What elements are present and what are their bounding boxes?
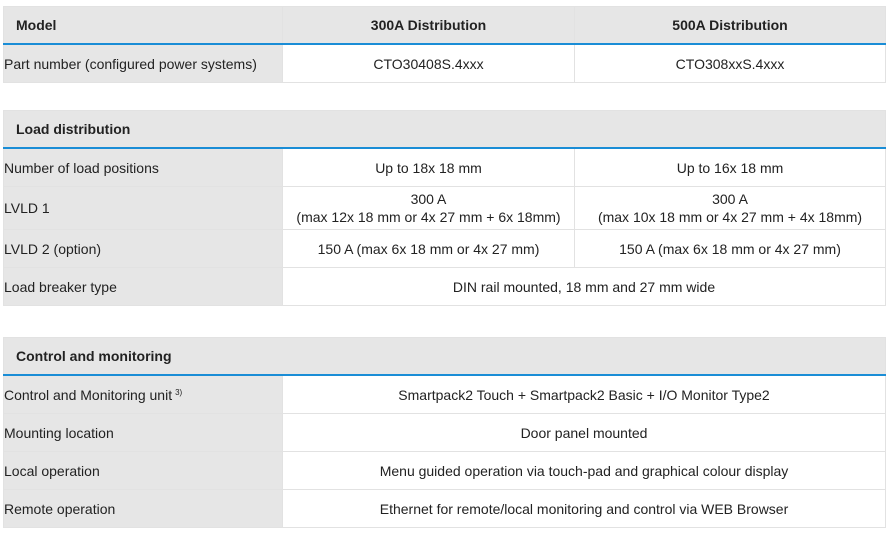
table-row-lvld2 bbox=[4, 230, 886, 268]
footnote-marker: 3) bbox=[175, 387, 183, 397]
cell-merged: DIN rail mounted, 18 mm and 27 mm wide bbox=[283, 268, 886, 306]
load-distribution-table bbox=[3, 110, 886, 306]
model-table bbox=[3, 6, 886, 83]
cell-line-detail: (max 12x 18 mm or 4x 27 mm + 6x 18mm) bbox=[296, 209, 561, 225]
cell-line-current: 300 A bbox=[410, 191, 447, 207]
cell-300a bbox=[283, 187, 575, 230]
table-row-control-unit bbox=[4, 375, 886, 414]
section-title-control-monitoring: Control and monitoring bbox=[4, 338, 886, 376]
table-row-breaker-type bbox=[4, 268, 886, 306]
column-header-300a: 300A Distribution bbox=[283, 7, 575, 45]
table-row-mounting-location bbox=[4, 414, 886, 452]
cell-300a: CTO30408S.4xxx bbox=[283, 44, 575, 83]
row-label: Local operation bbox=[4, 452, 283, 490]
cell-500a bbox=[575, 187, 886, 230]
cell-merged: Ethernet for remote/local monitoring and control via WEB Browser bbox=[283, 490, 886, 528]
row-label: Mounting location bbox=[4, 414, 283, 452]
cell-500a: CTO308xxS.4xxx bbox=[575, 44, 886, 83]
table-row-load-positions bbox=[4, 148, 886, 187]
row-label: LVLD 2 (option) bbox=[4, 230, 283, 268]
row-label: Remote operation bbox=[4, 490, 283, 528]
cell-merged: Menu guided operation via touch-pad and graphical colour display bbox=[283, 452, 886, 490]
cell-300a: 150 A (max 6x 18 mm or 4x 27 mm) bbox=[283, 230, 575, 268]
row-label bbox=[4, 375, 283, 414]
row-label: Number of load positions bbox=[4, 148, 283, 187]
row-label-text: Control and Monitoring unit bbox=[4, 386, 173, 403]
control-monitoring-header-row bbox=[4, 338, 886, 376]
table-row-local-operation bbox=[4, 452, 886, 490]
cell-500a: 150 A (max 6x 18 mm or 4x 27 mm) bbox=[575, 230, 886, 268]
control-monitoring-table bbox=[3, 337, 886, 528]
cell-500a: Up to 16x 18 mm bbox=[575, 148, 886, 187]
table-row-lvld1 bbox=[4, 187, 886, 230]
table-row-part-number bbox=[4, 44, 886, 83]
section-title-load-distribution: Load distribution bbox=[4, 111, 886, 149]
load-distribution-header-row bbox=[4, 111, 886, 149]
cell-merged: Door panel mounted bbox=[283, 414, 886, 452]
cell-300a: Up to 18x 18 mm bbox=[283, 148, 575, 187]
row-label: Load breaker type bbox=[4, 268, 283, 306]
cell-merged: Smartpack2 Touch + Smartpack2 Basic + I/O Monitor Type2 bbox=[283, 375, 886, 414]
model-header-row bbox=[4, 7, 886, 45]
model-header-label: Model bbox=[4, 7, 283, 45]
table-row-remote-operation bbox=[4, 490, 886, 528]
row-label: Part number (configured power systems) bbox=[4, 44, 283, 83]
cell-line-current: 300 A bbox=[712, 191, 748, 207]
cell-line-detail: (max 10x 18 mm or 4x 27 mm + 4x 18mm) bbox=[597, 209, 863, 225]
column-header-500a: 500A Distribution bbox=[575, 7, 886, 45]
row-label: LVLD 1 bbox=[4, 187, 283, 230]
